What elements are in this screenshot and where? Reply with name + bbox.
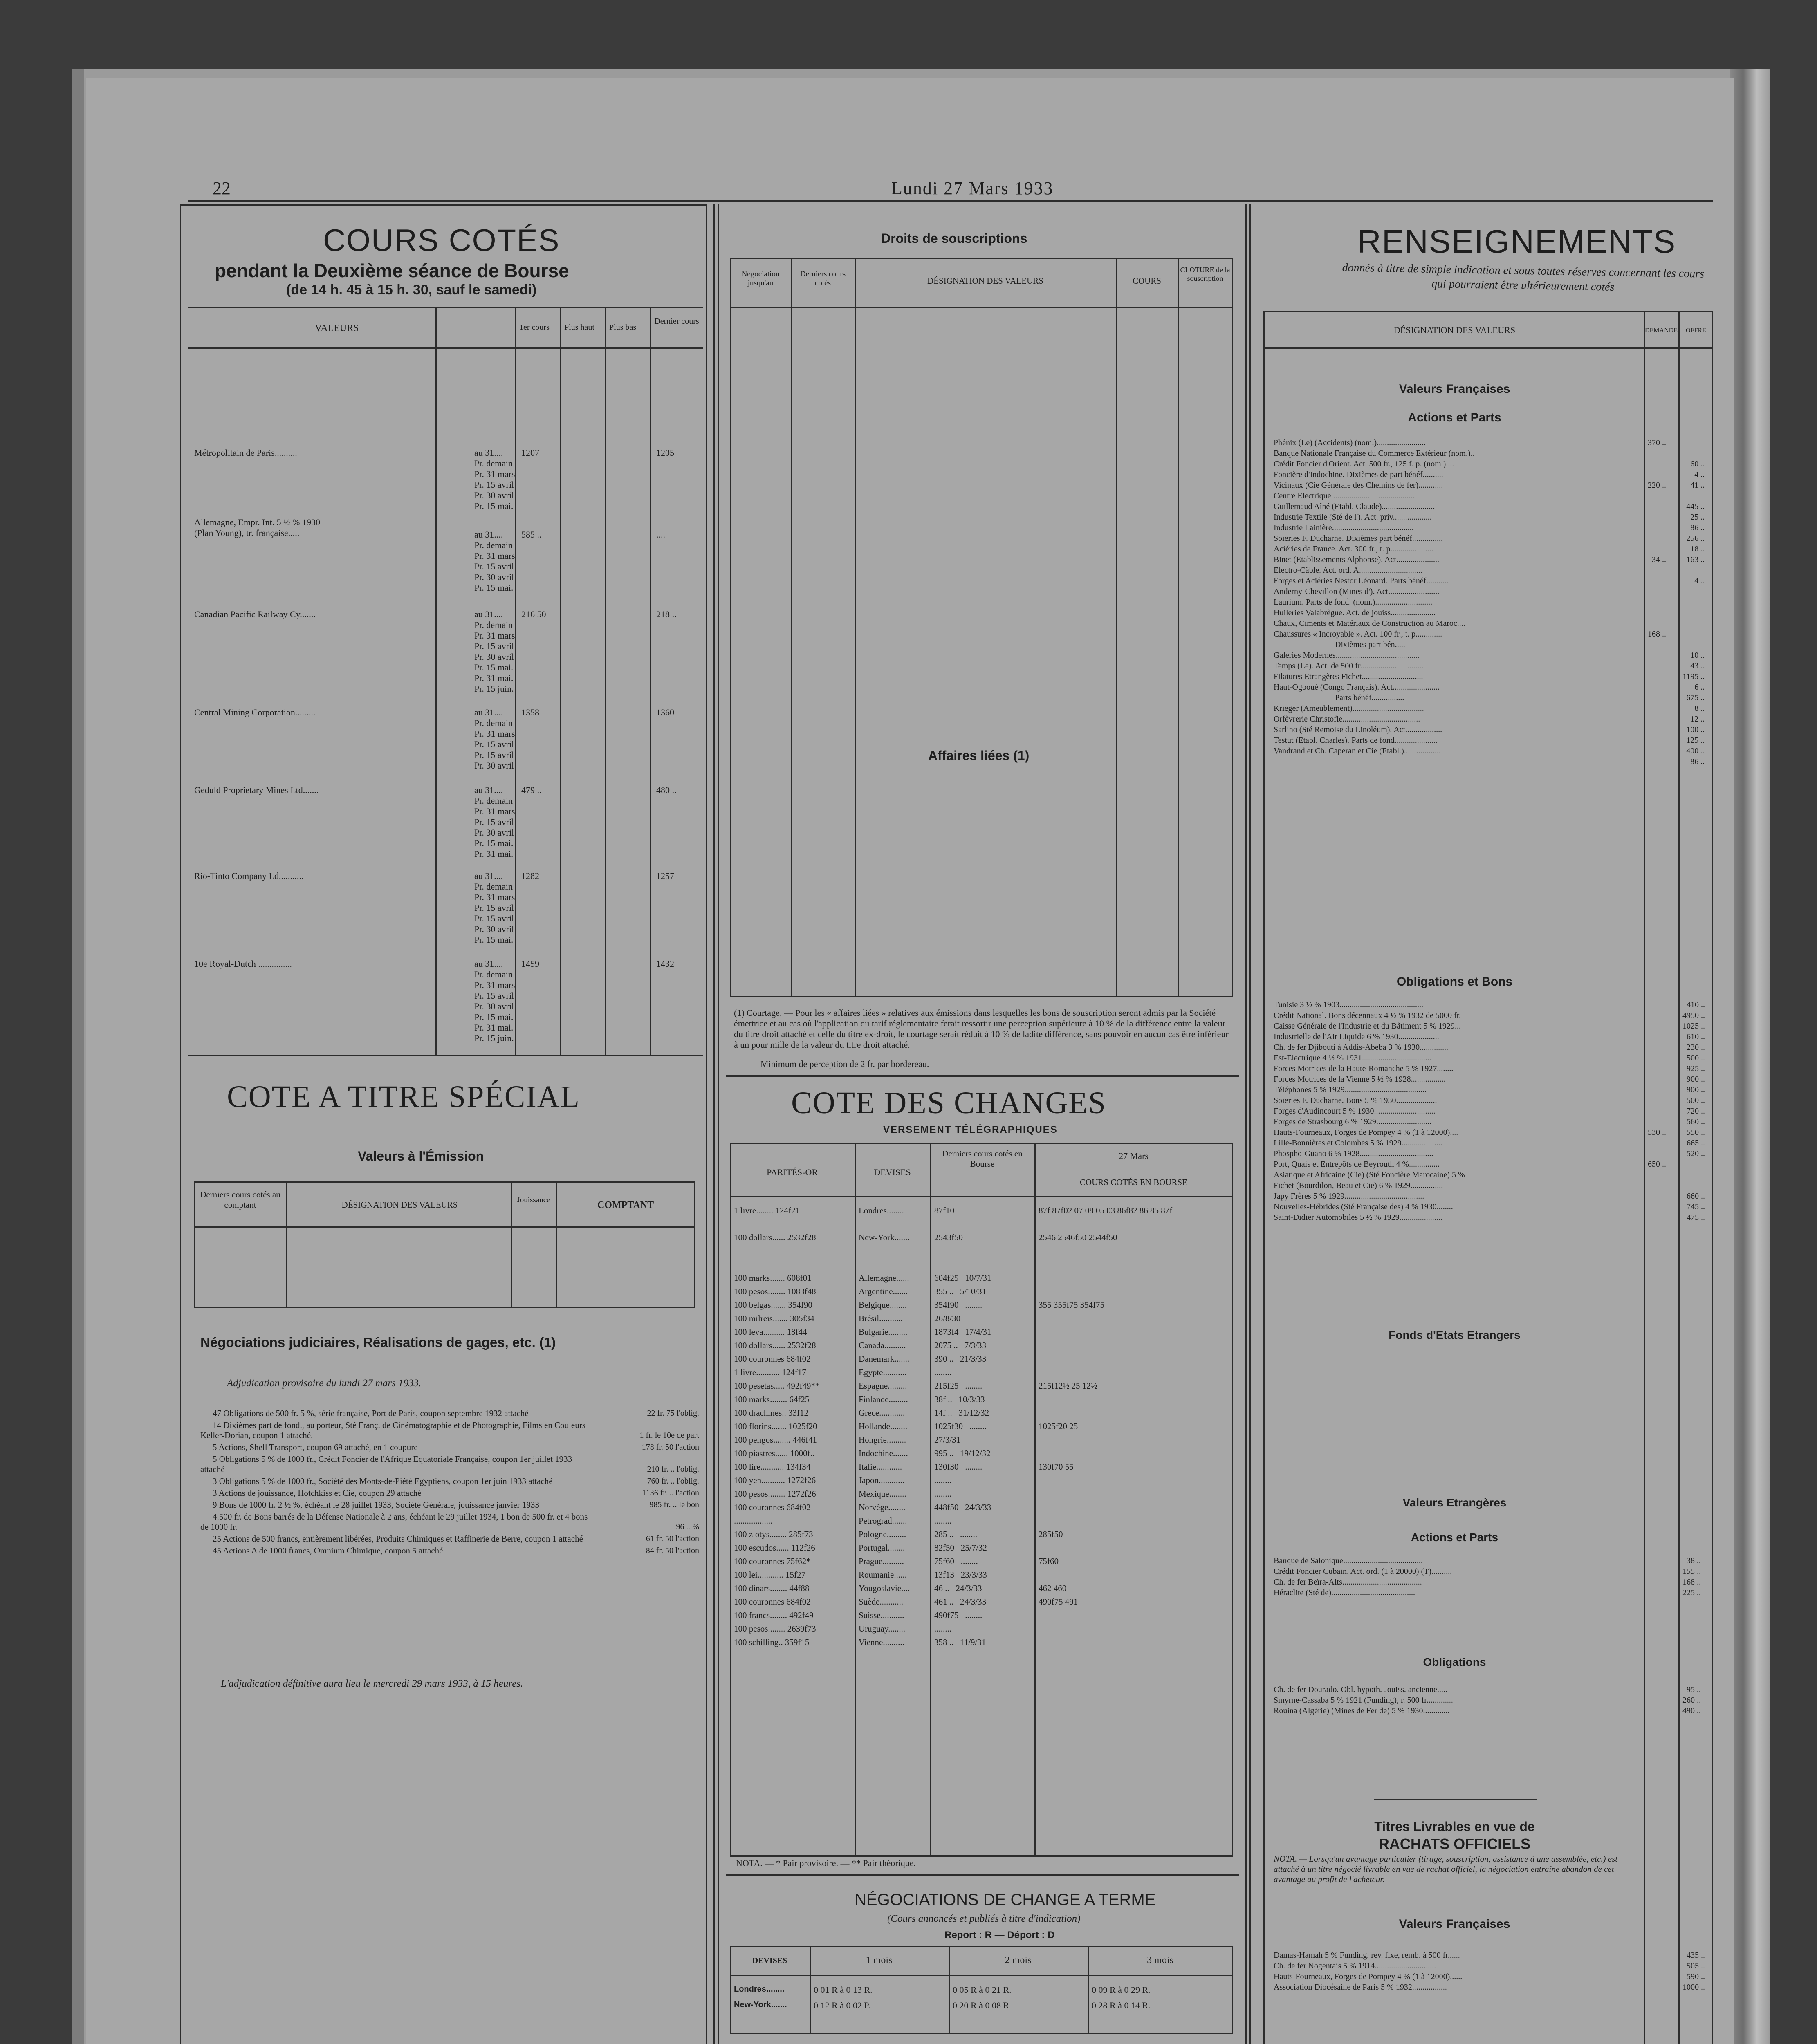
renseignements-title: RENSEIGNEMENTS bbox=[1357, 223, 1676, 260]
adjudication-item-price: 760 fr. .. l'oblig. bbox=[647, 1477, 699, 1486]
changes-devises: Londres........ New-York....... Allemagne...... Argentine....... Belgique........ Brésil........... Bulgarie......... Canada.......... Danemark....... Egypte........... Espagne......... Finlande......... Grèce............ Hollande........ Hongrie......... Indochine....... Italie............ Japon............ Mexique........ Norvège........ Petrograd....... Pologne......... Portugal........ Prague.......... Roumanie...... Yougoslavie.... Suède........... Suisse........... Uruguay........ Vienne.......... bbox=[859, 1206, 910, 1647]
terme-row-value: 0 28 R à 0 14 R. bbox=[1092, 2000, 1151, 2010]
adjudication-item bbox=[200, 1476, 699, 1486]
security-name: Métropolitain de Paris.......... bbox=[194, 448, 297, 458]
renseignements-col-demande: DEMANDE bbox=[1645, 327, 1678, 334]
left-column-frame bbox=[180, 204, 707, 2044]
cours-col-rule-3 bbox=[560, 307, 561, 1055]
renseignements-col-rule bbox=[1644, 311, 1645, 2044]
changes-col-parites: PARITÉS-OR bbox=[766, 1167, 818, 1177]
cours-col-haut: Plus haut bbox=[564, 323, 594, 332]
cours-cotes-subtitle: pendant la Deuxième séance de Bourse bbox=[215, 260, 569, 281]
security-last-price: 1257 bbox=[656, 871, 674, 881]
security-name: Central Mining Corporation......... bbox=[194, 707, 316, 717]
droits-col-rule bbox=[1178, 258, 1179, 997]
rachats-rule bbox=[1374, 1799, 1537, 1800]
cours-col-rule-2 bbox=[515, 307, 516, 1055]
adjudication-item-text: 25 Actions de 500 francs, entièrement libérées, Produits Chimiques et Raffinerie de Berre, coupon 1 attaché bbox=[213, 1534, 583, 1544]
security-settlements: au 31.... Pr. demain Pr. 31 mars Pr. 15 avril Pr. 15 avril Pr. 30 avril Pr. 15 mai. bbox=[474, 871, 515, 945]
cours-cotes-hours: (de 14 h. 45 à 15 h. 30, sauf le samedi) bbox=[286, 282, 537, 298]
changes-title: COTE DES CHANGES bbox=[791, 1086, 1106, 1120]
droits-col-designation: DÉSIGNATION DES VALEURS bbox=[927, 276, 1043, 286]
section-valeurs-francaises: Valeurs Françaises bbox=[1399, 382, 1510, 396]
adjudication-item-text: 9 Bons de 1000 fr. 2 ½ %, échéant le 28 juillet 1933, Société Générale, jouissance janvier 1933 bbox=[213, 1500, 539, 1510]
cours-col-rule-1 bbox=[435, 307, 437, 1055]
emission-head-rule bbox=[194, 1226, 695, 1228]
adjudication-item bbox=[200, 1488, 699, 1498]
adjudication-item-price: 96 .. % bbox=[676, 1522, 699, 1531]
terme-subtitle-2: Report : R — Déport : D bbox=[944, 1930, 1055, 1941]
changes-col-rule bbox=[1034, 1143, 1036, 1856]
vf2-offre: 435 .. 505 .. 590 .. 1000 .. bbox=[1682, 1951, 1705, 1992]
terme-row-value: 0 09 R à 0 29 R. bbox=[1092, 1985, 1151, 1995]
changes-cotes: 87f 87f02 07 08 05 03 86f82 86 85 87f 2546 2546f50 2544f50 355 355f75 354f75 215f12½ 25 12½ 1025f20 25 130f70 55 285f50 75f60 462 460 490f75 491 bbox=[1039, 1206, 1173, 1607]
emission-col-comptant: COMPTANT bbox=[597, 1200, 654, 1210]
terme-row-value: 0 05 R à 0 21 R. bbox=[953, 1985, 1012, 1995]
obligations-etr-offre: 95 .. 260 .. 490 .. bbox=[1682, 1685, 1701, 1715]
column-divider-right-2 bbox=[1249, 204, 1251, 2044]
section-obligations-bons: Obligations et Bons bbox=[1396, 975, 1513, 988]
changes-note: NOTA. — * Pair provisoire. — ** Pair théorique. bbox=[736, 1858, 916, 1868]
droits-table bbox=[730, 258, 1233, 997]
security-settlements: au 31.... Pr. demain Pr. 31 mars Pr. 15 avril Pr. 30 avril Pr. 15 mai. bbox=[474, 529, 515, 593]
security-settlements: au 31.... Pr. demain Pr. 31 mars Pr. 15 avril Pr. 30 avril Pr. 15 mai. Pr. 31 mai. Pr. 15 juin. bbox=[474, 959, 515, 1043]
book-binding bbox=[1730, 69, 1770, 2044]
adjudication-item bbox=[200, 1420, 699, 1441]
changes-col-devises: DEVISES bbox=[874, 1167, 911, 1177]
terme-head-rule bbox=[730, 1975, 1233, 1976]
adjudication-item bbox=[200, 1500, 699, 1510]
renseignements-subtitle: donnés à titre de simple indication et sous toutes réserves concernant les cours qui pourraient être ultérieurement cotés bbox=[1342, 261, 1705, 294]
changes-parites: 1 livre........ 124f21 100 dollars...... 2532f28 100 marks....... 608f01 100 pesos........ 1083f48 100 belgas....... 354f90 100 milreis....... 305f34 100 leva.......... 18f44 100 dollars...... 2532f28 100 couronnes 684f02 1 livre........... 124f17 100 pesetas..... 492f49** 100 marks........ 64f25 100 drachmes.. 33f12 100 florins....... 1025f20 100 pengos........ 446f41 100 piastres...... 1000f.. 100 lire........... 134f34 100 yen........... 1272f26 100 pesos........ 1272f26 100 couronnes 684f02 .................. 100 zlotys........ 285f73 100 escudos...... 112f26 100 couronnes 75f62* 100 lei............ 15f27 100 dinars........ 44f88 100 couronnes 684f02 100 francs........ 492f49 100 pesos........ 2639f73 100 schilling.. 359f15 bbox=[734, 1206, 820, 1647]
changes-head-rule bbox=[730, 1196, 1233, 1197]
column-divider-right bbox=[1245, 204, 1247, 2044]
affaires-liees: Affaires liées (1) bbox=[928, 748, 1030, 763]
adjudication-item bbox=[200, 1512, 699, 1532]
section-valeurs-francaises-2: Valeurs Françaises bbox=[1399, 1917, 1510, 1931]
adjudication-item-text: 47 Obligations de 500 fr. 5 %, série française, Port de Paris, coupon septembre 1932 attaché bbox=[213, 1408, 529, 1418]
etrangeres-list: Banque de Salonique....................................... Crédit Foncier Cubain. Act. ord. (1 à 20000) (T).......... Ch. de fer Beïra-Alts....................................... Héraclite (Sté de)......................................... bbox=[1274, 1556, 1452, 1597]
changes-top-rule bbox=[726, 1075, 1239, 1077]
security-last-price: 480 .. bbox=[656, 785, 677, 795]
security-last-price: .... bbox=[656, 529, 665, 540]
rachats-note: NOTA. — Lorsqu'un avantage particulier (tirage, souscription, assistance à une assemblée, etc.) est attaché à un titre négocié livrable en vue de rachat officiel, la négociation entraîne abandon de cet avantage au profit de l'acheteur. bbox=[1274, 1854, 1618, 1884]
adjudication-final: L'adjudication définitive aura lieu le mercredi 29 mars 1933, à 15 heures. bbox=[221, 1678, 523, 1689]
renseignements-col-offre: OFFRE bbox=[1686, 327, 1706, 334]
terme-row-value: 0 20 R à 0 08 R bbox=[953, 2000, 1009, 2010]
obligations-list: Tunisie 3 ½ % 1903......................................... Crédit National. Bons décennaux 4 ½ % 1932 de 5000 fr. Caisse Générale de l'Industrie et du Bâtiment 5 % 1929... Industrielle de l'Air Liquide 6 % 1930.................... Ch. de fer Djibouti à Addis-Abeba 3 % 1930.............. Est-Electrique 4 ½ % 1931.................................. Forces Motrices de la Haute-Romanche 5 % 1927........ Forces Motrices de la Vienne 5 ½ % 1928................. Téléphones 5 % 1929........................................ Soieries F. Ducharne. Bons 5 % 1930.................... Forges d'Audincourt 5 % 1930.............................. Forges de Strasbourg 6 % 1929........................... Hauts-Fourneaux, Forges de Pompey 4 % (1 à 12000).... Lille-Bonnières et Colombes 5 % 1929.................... Phospho-Guano 6 % 1928.................................... Port, Quais et Entrepôts de Beyrouth 4 %............... Asiatique et Africaine (Cie) (Sté Foncière Marocaine) 5 % Fichet (Bourdilon, Beau et Cie) 6 % 1929................ Japy Frères 5 % 1929....................................... Nouvelles-Hébrides (Sté Française des) 4 % 1930........ Saint-Didier Automobiles 5 ½ % 1929..................... bbox=[1274, 1000, 1465, 1222]
changes-col-date: 27 Mars bbox=[1119, 1151, 1149, 1161]
changes-subtitle: VERSEMENT TÉLÉGRAPHIQUES bbox=[883, 1124, 1058, 1135]
section-fonds-etats: Fonds d'Etats Etrangers bbox=[1389, 1329, 1521, 1341]
cours-col-rule-4 bbox=[605, 307, 606, 1055]
emission-col-derniers: Derniers cours cotés au comptant bbox=[200, 1190, 280, 1210]
renseignements-head-rule bbox=[1263, 347, 1713, 349]
adjudication-item-text: 4.500 fr. de Bons barrés de la Défense Nationale à 2 ans, échéant le 29 juillet 1934, 1 bon de 500 fr. et 4 bons de 1000 fr. bbox=[200, 1512, 588, 1532]
negociations-title: Négociations judiciaires, Réalisations de gages, etc. (1) bbox=[200, 1335, 556, 1350]
terme-col-2mois: 2 mois bbox=[1005, 1955, 1032, 1966]
adjudication-item-text: 3 Obligations 5 % de 1000 fr., Société des Monts-de-Piété Egyptiens, coupon 1er juin 1933 attaché bbox=[213, 1476, 553, 1486]
security-first-price: 1282 bbox=[521, 871, 539, 881]
cours-col-premier: 1er cours bbox=[519, 323, 550, 332]
changes-col-derniers: Derniers cours cotés en Bourse bbox=[942, 1149, 1023, 1169]
actions-list: Phénix (Le) (Accidents) (nom.)........................ Banque Nationale Française du Commerce Extérieur (nom.).. Crédit Foncier d'Orient. Act. 500 fr., 125 f. p. (nom.).... Foncière d'Indochine. Dixièmes de part bénéf.......... Vicinaux (Cie Générale des Chemins de fer)............ Centre Electrique......................................... Guillemaud Aîné (Etabl. Claude).......................... Industrie Textile (Sté de l'). Act. priv................... Industrie Lainière........................................ Soieries F. Ducharne. Dixièmes part bénéf............... Aciéries de France. Act. 300 fr., t. p..................... Binet (Etablissements Alphonse). Act..................... Electro-Câble. Act. ord. A............................... Forges et Aciéries Nestor Léonard. Parts bénéf........... Anderny-Chevillon (Mines d'). Act......................... Laurium. Parts de fond. (nom.)............................ Huileries Valabrègue. Act. de jouiss...................... Chaux, Ciments et Matériaux de Construction au Maroc.... Chaussures « Incroyable ». Act. 100 fr., t. p............. Dixièmes part bén..... Galeries Modernes......................................... Temps (Le). Act. de 500 fr............................... Filatures Etrangères Fichet.............................. Haut-Ogooué (Congo Français). Act....................... Parts bénéf................ Krieger (Ameublement)................................... Orfèvrerie Christofle...................................... Sarlino (Sté Remoise du Linoléum). Act.................. Testut (Etabl. Charles). Parts de fond..................... Vandrand et Ch. Caperan et Cie (Etabl.).................. bbox=[1274, 438, 1475, 755]
adjudication-item-text: 3 Actions de jouissance, Hotchkiss et Cie, coupon 29 attaché bbox=[213, 1488, 422, 1498]
terme-col-3mois: 3 mois bbox=[1147, 1955, 1173, 1966]
cours-cotes-title: COURS COTÉS bbox=[323, 223, 560, 258]
security-settlements: au 31.... Pr. demain Pr. 31 mars Pr. 15 avril Pr. 30 avril Pr. 15 mai. Pr. 31 mai. Pr. 15 juin. bbox=[474, 609, 515, 694]
rachats-officiels-title: RACHATS OFFICIELS bbox=[1378, 1836, 1531, 1852]
security-first-price: 585 .. bbox=[521, 529, 542, 540]
vf2-list: Damas-Hamah 5 % Funding, rev. fixe, remb. à 500 fr...... Ch. de fer Nogentais 5 % 1914.............................. Hauts-Fourneaux, Forges de Pompey 4 % (1 à 12000)...... Association Diocésaine de Paris 5 % 1932................. bbox=[1274, 1951, 1463, 1992]
terme-row-devise: Londres........ bbox=[734, 1985, 785, 1994]
terme-top-rule bbox=[726, 1874, 1239, 1876]
terme-title: NÉGOCIATIONS DE CHANGE A TERME bbox=[855, 1891, 1156, 1909]
adjudication-item bbox=[200, 1546, 699, 1556]
terme-row-value: 0 12 R à 0 02 P. bbox=[814, 2000, 870, 2010]
section-obligations: Obligations bbox=[1423, 1656, 1486, 1668]
cours-col-bas: Plus bas bbox=[609, 323, 637, 332]
adjudication-list bbox=[200, 1408, 699, 1558]
actions-demande: 370 .. 220 .. 34 .. 168 .. bbox=[1648, 438, 1666, 639]
changes-col-rule bbox=[855, 1143, 856, 1856]
droits-title: Droits de souscriptions bbox=[881, 231, 1027, 246]
newspaper-page bbox=[86, 78, 1734, 2044]
renseignements-col-designation: DÉSIGNATION DES VALEURS bbox=[1393, 325, 1516, 335]
adjudication-item-text: 5 Obligations 5 % de 1000 fr., Crédit Foncier de l'Afrique Equatoriale Française, coupon 1er juillet 1933 attaché bbox=[200, 1454, 572, 1474]
terme-col-1mois: 1 mois bbox=[866, 1955, 893, 1966]
terme-col-devises: DEVISES bbox=[752, 1956, 787, 1965]
droits-col-derniers: Derniers cours cotés bbox=[800, 270, 846, 287]
droits-col-cloture: CLOTURE de la souscription bbox=[1180, 266, 1230, 282]
obligations-offre: 410 .. 4950 .. 1025 .. 610 .. 230 .. 500 .. 925 .. 900 .. 900 .. 500 .. 720 .. 560 .. 550 .. 665 .. 520 .. 660 .. 745 .. 475 .. bbox=[1682, 1000, 1705, 1222]
security-first-price: 1358 bbox=[521, 707, 539, 717]
security-settlements: au 31.... Pr. demain Pr. 31 mars Pr. 15 avril Pr. 30 avril Pr. 15 mai. bbox=[474, 448, 515, 511]
header-rule bbox=[188, 200, 1713, 202]
adjudication-item-price: 61 fr. 50 l'action bbox=[646, 1534, 699, 1543]
column-divider-left-2 bbox=[718, 204, 719, 2044]
adjudication-item-text: 14 Dixièmes part de fond., au porteur, Sté Franç. de Cinématographie et de Photographie, Films en Couleurs Keller-Dorian, coupon 1 attaché. bbox=[200, 1420, 585, 1440]
minimum-perception: Minimum de perception de 2 fr. par bordereau. bbox=[760, 1059, 929, 1069]
renseignements-col-rule bbox=[1678, 311, 1680, 2044]
security-name: 10e Royal-Dutch ............... bbox=[194, 959, 292, 969]
emission-col-jouissance: Jouissance bbox=[517, 1196, 550, 1204]
cours-col-dernier: Dernier cours bbox=[654, 317, 699, 326]
droits-col-cours: COURS bbox=[1132, 276, 1162, 286]
terme-row-devise: New-York....... bbox=[734, 2000, 787, 2009]
security-name: Rio-Tinto Company Ld........... bbox=[194, 871, 304, 881]
droits-col-rule bbox=[791, 258, 792, 997]
changes-derniers: 87f10 2543f50 604f25 10/7/31 355 .. 5/10/31 354f90 ........ 26/8/30 1873f4 17/4/31 2075 .. 7/3/33 390 .. 21/3/33 ........ 215f25 ........ 38f .. 10/3/33 14f .. 31/12/32 1025f30 ........ 27/3/31 995 .. 19/12/32 130f30 ........ ........ ........ 448f50 24/3/33 ........ 285 .. ........ 82f50 25/7/32 75f60 ........ 13f13 23/3/33 46 .. 24/3/33 461 .. 24/3/33 490f75 ........ ........ 358 .. 11/9/31 bbox=[934, 1206, 991, 1647]
adjudication-item bbox=[200, 1454, 699, 1475]
changes-col-rule bbox=[930, 1143, 931, 1856]
column-divider-left bbox=[713, 204, 715, 2044]
security-last-price: 218 .. bbox=[656, 609, 677, 619]
emission-col-rule bbox=[286, 1181, 287, 1308]
cours-table-bottom bbox=[188, 1055, 703, 1056]
changes-col-cotes: COURS COTÉS EN BOURSE bbox=[1079, 1177, 1188, 1187]
emission-col-designation: DÉSIGNATION DES VALEURS bbox=[341, 1200, 458, 1210]
droits-col-rule bbox=[855, 258, 856, 997]
adjudication-item bbox=[200, 1408, 699, 1419]
security-last-price: 1432 bbox=[656, 959, 674, 969]
security-name: Canadian Pacific Railway Cy....... bbox=[194, 609, 316, 619]
adjudication-item-text: 5 Actions, Shell Transport, coupon 69 attaché, en 1 coupure bbox=[213, 1442, 418, 1452]
special-title: COTE A TITRE SPÉCIAL bbox=[227, 1080, 581, 1114]
adjudication-heading: Adjudication provisoire du lundi 27 mars 1933. bbox=[227, 1378, 422, 1389]
titres-livrables-title: Titres Livrables en vue de bbox=[1374, 1819, 1535, 1834]
security-name: Geduld Proprietary Mines Ltd....... bbox=[194, 785, 319, 795]
page-spine bbox=[72, 69, 84, 2044]
terme-col-rule bbox=[1088, 1946, 1089, 2034]
emission-col-rule bbox=[511, 1181, 512, 1308]
adjudication-item-text: 45 Actions A de 1000 francs, Omnium Chimique, coupon 5 attaché bbox=[213, 1546, 443, 1555]
terme-col-rule bbox=[949, 1946, 950, 2034]
adjudication-item-price: 1 fr. le 10e de part bbox=[639, 1431, 699, 1440]
cours-col-valeurs: VALEURS bbox=[315, 323, 359, 334]
emission-title: Valeurs à l'Émission bbox=[358, 1149, 484, 1163]
changes-bottom bbox=[730, 1856, 1233, 1857]
security-settlements: au 31.... Pr. demain Pr. 31 mars Pr. 15 avril Pr. 30 avril Pr. 15 mai. Pr. 31 mai. bbox=[474, 785, 515, 859]
security-last-price: 1205 bbox=[656, 448, 674, 458]
section-actions-parts: Actions et Parts bbox=[1408, 411, 1501, 424]
emission-col-rule bbox=[556, 1181, 557, 1308]
adjudication-item-price: 1136 fr. .. l'action bbox=[642, 1488, 699, 1497]
cours-table-top bbox=[188, 307, 703, 308]
page-number: 22 bbox=[213, 178, 231, 198]
security-first-price: 1459 bbox=[521, 959, 539, 969]
security-name: Allemagne, Empr. Int. 5 ½ % 1930 (Plan Young), tr. française..... bbox=[194, 517, 320, 538]
terme-row-value: 0 01 R à 0 13 R. bbox=[814, 1985, 873, 1995]
cours-col-rule-5 bbox=[650, 307, 651, 1055]
adjudication-item-price: 22 fr. 75 l'oblig. bbox=[647, 1409, 699, 1418]
security-settlements: au 31.... Pr. demain Pr. 31 mars Pr. 15 avril Pr. 15 avril Pr. 30 avril bbox=[474, 707, 515, 771]
actions-offre: 60 .. 4 .. 41 .. 445 .. 25 .. 86 .. 256 .. 18 .. 163 .. 4 .. 10 .. 43 .. 1195 .. 6 .. 675 .. 8 .. 12 .. 100 .. 125 .. 400 .. 86 .. bbox=[1682, 459, 1705, 766]
droits-col-rule bbox=[1116, 258, 1117, 997]
adjudication-item-price: 210 fr. .. l'oblig. bbox=[647, 1465, 699, 1474]
droits-col-negociation: Négociation jusqu'au bbox=[741, 270, 780, 287]
page-date: Lundi 27 Mars 1933 bbox=[891, 178, 1054, 198]
adjudication-item-price: 178 fr. 50 l'action bbox=[642, 1443, 699, 1452]
courtage-note: (1) Courtage. — Pour les « affaires liées » relatives aux émissions dans lesquelles les bons de souscription seront admis par la Société émettrice et au cas où l'application du tarif réglementaire ferait ressortir une perception supérieure à 10 % de la différence entre la valeur du titre droit attaché et celle du titre ex-droit, le courtage serait réduit à 10 % de ladite différence, sans pouvoir en aucun cas être inférieur à un pour mille de la valeur du titre droit attaché. bbox=[734, 1008, 1229, 1050]
obligations-demande: 530 .. 650 .. bbox=[1648, 1128, 1666, 1169]
security-last-price: 1360 bbox=[656, 707, 674, 717]
cours-table-head-rule bbox=[188, 347, 703, 349]
adjudication-item bbox=[200, 1534, 699, 1544]
section-valeurs-etrangeres: Valeurs Etrangères bbox=[1402, 1496, 1507, 1509]
adjudication-item bbox=[200, 1442, 699, 1452]
obligations-etr-list: Ch. de fer Dourado. Obl. hypoth. Jouiss. ancienne..... Smyrne-Cassaba 5 % 1921 (Funding), r. 500 fr............. Rouina (Algérie) (Mines de Fer de) 5 % 1930............. bbox=[1274, 1685, 1453, 1715]
droits-head-rule bbox=[730, 307, 1233, 308]
terme-col-rule bbox=[810, 1946, 811, 2034]
security-first-price: 479 .. bbox=[521, 785, 542, 795]
security-first-price: 1207 bbox=[521, 448, 539, 458]
adjudication-item-price: 985 fr. .. le bon bbox=[649, 1500, 699, 1509]
section-actions-parts-etr: Actions et Parts bbox=[1411, 1531, 1498, 1544]
terme-subtitle: (Cours annoncés et publiés à titre d'indication) bbox=[887, 1913, 1081, 1924]
adjudication-item-price: 84 fr. 50 l'action bbox=[646, 1546, 699, 1555]
security-first-price: 216 50 bbox=[521, 609, 546, 619]
etrangeres-offre: 38 .. 155 .. 168 .. 225 .. bbox=[1682, 1556, 1701, 1597]
